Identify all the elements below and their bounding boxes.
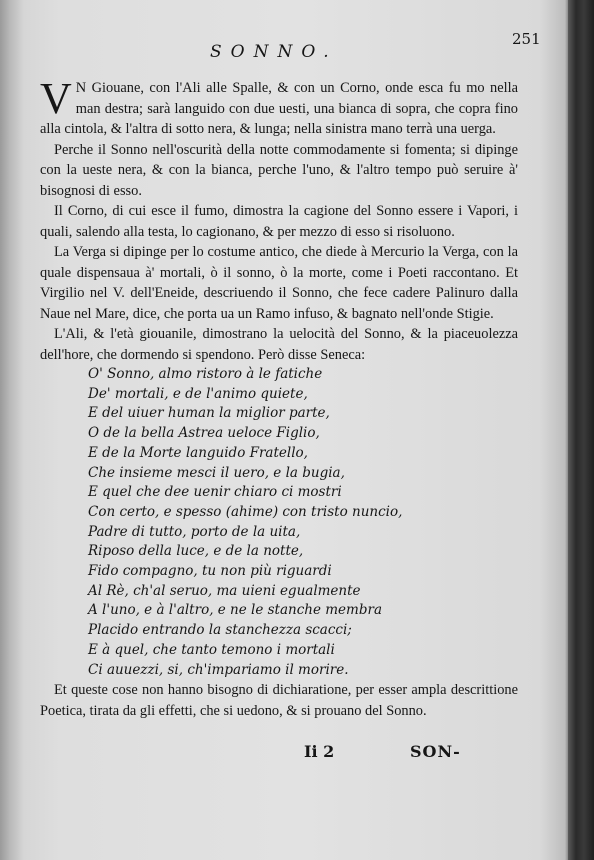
verse-line: Al Rè, ch'al seruo, ma uieni egualmente: [88, 582, 361, 599]
verse-line: Padre di tutto, porto de la uita,: [88, 523, 301, 540]
closing-paragraph: Et queste cose non hanno bisogno di dichiaratione, per esser ampla descrittione Poetica, tirata da gli effetti, che si uedono, & si prouano del Sonno.: [40, 682, 518, 719]
verse-quote: [40, 365, 518, 680]
signature-mark: Ii 2: [304, 742, 335, 761]
verse-line: E de la Morte languido Fratello,: [88, 444, 308, 461]
verse-line: A l'uno, e à l'altro, e ne le stanche membra: [88, 602, 382, 619]
verse-line: E del uiuer human la miglior parte,: [88, 405, 330, 422]
verse-line: Placido entrando la stanchezza scacci;: [88, 622, 352, 639]
verse-line: O' Sonno, almo ristoro à le fatiche: [88, 366, 323, 382]
verse-line: Che insieme mesci il uero, e la bugia,: [88, 464, 345, 481]
paragraph-text: N Giouane, con l'Ali alle Spalle, & con un Corno, onde esca fu mo nella man destra; sarà languido con due uesti, una bianca di sopra, che copra fino alla cintola, & l'altra di sotto nera, & lunga; nella sinistra mano terrà una uerga.: [40, 80, 518, 137]
verse-line: Fido compagno, tu non più riguardi: [88, 563, 332, 580]
verse-line: E quel che dee uenir chiaro ci mostri: [88, 484, 342, 501]
paragraph-2: Perche il Sonno nell'oscurità della notte commodamente si fomenta; si dipinge con la ueste nera, & con la bianca, perche l'uno, & l'altro tempo può seruire à' bisognosi di esso.: [40, 141, 518, 199]
catchword: SON-: [410, 742, 461, 761]
verse-line: Con certo, e spesso (ahime) con tristo nuncio,: [88, 503, 403, 520]
body-text: [40, 74, 518, 721]
drop-cap: V: [40, 74, 72, 123]
verse-line: O de la bella Astrea ueloce Figlio,: [88, 425, 320, 442]
page-number: 251: [512, 30, 541, 48]
verse-line: E à quel, che tanto temono i mortali: [88, 641, 335, 658]
paragraph-4: La Verga si dipinge per lo costume antico, che diede à Mercurio la Verga, con la quale dispensaua à' mortali, ò il sonno, ò la morte, come i Poeti raccontano. Et Virgilio nel V. dell'Eneide, descriuendo il Sonno, che fece cadere Palinuro dalla Naue nel Mare, dice, che porta ua un Ramo infuso, & bagnato nell'onde Stigie.: [40, 244, 518, 322]
book-binding-edge: [568, 0, 594, 860]
running-head: SONNO.: [210, 42, 338, 62]
verse-line: Ci auuezzi, si, ch'impariamo il morire.: [88, 661, 349, 678]
verse-line: De' mortali, e de l'animo quiete,: [88, 385, 308, 402]
paragraph-1: [40, 74, 518, 140]
paragraph-3: Il Corno, di cui esce il fumo, dimostra la cagione del Sonno essere i Vapori, i quali, salendo alla testa, lo cagionano, & per mezzo di esso si risoluono.: [40, 203, 518, 240]
verse-line: Riposo della luce, e de la notte,: [88, 543, 304, 560]
paragraph-5: L'Ali, & l'età giouanile, dimostrano la uelocità del Sonno, & la piaceuolezza dell'hore, che dormendo si spendono. Però disse Seneca:: [40, 326, 518, 363]
